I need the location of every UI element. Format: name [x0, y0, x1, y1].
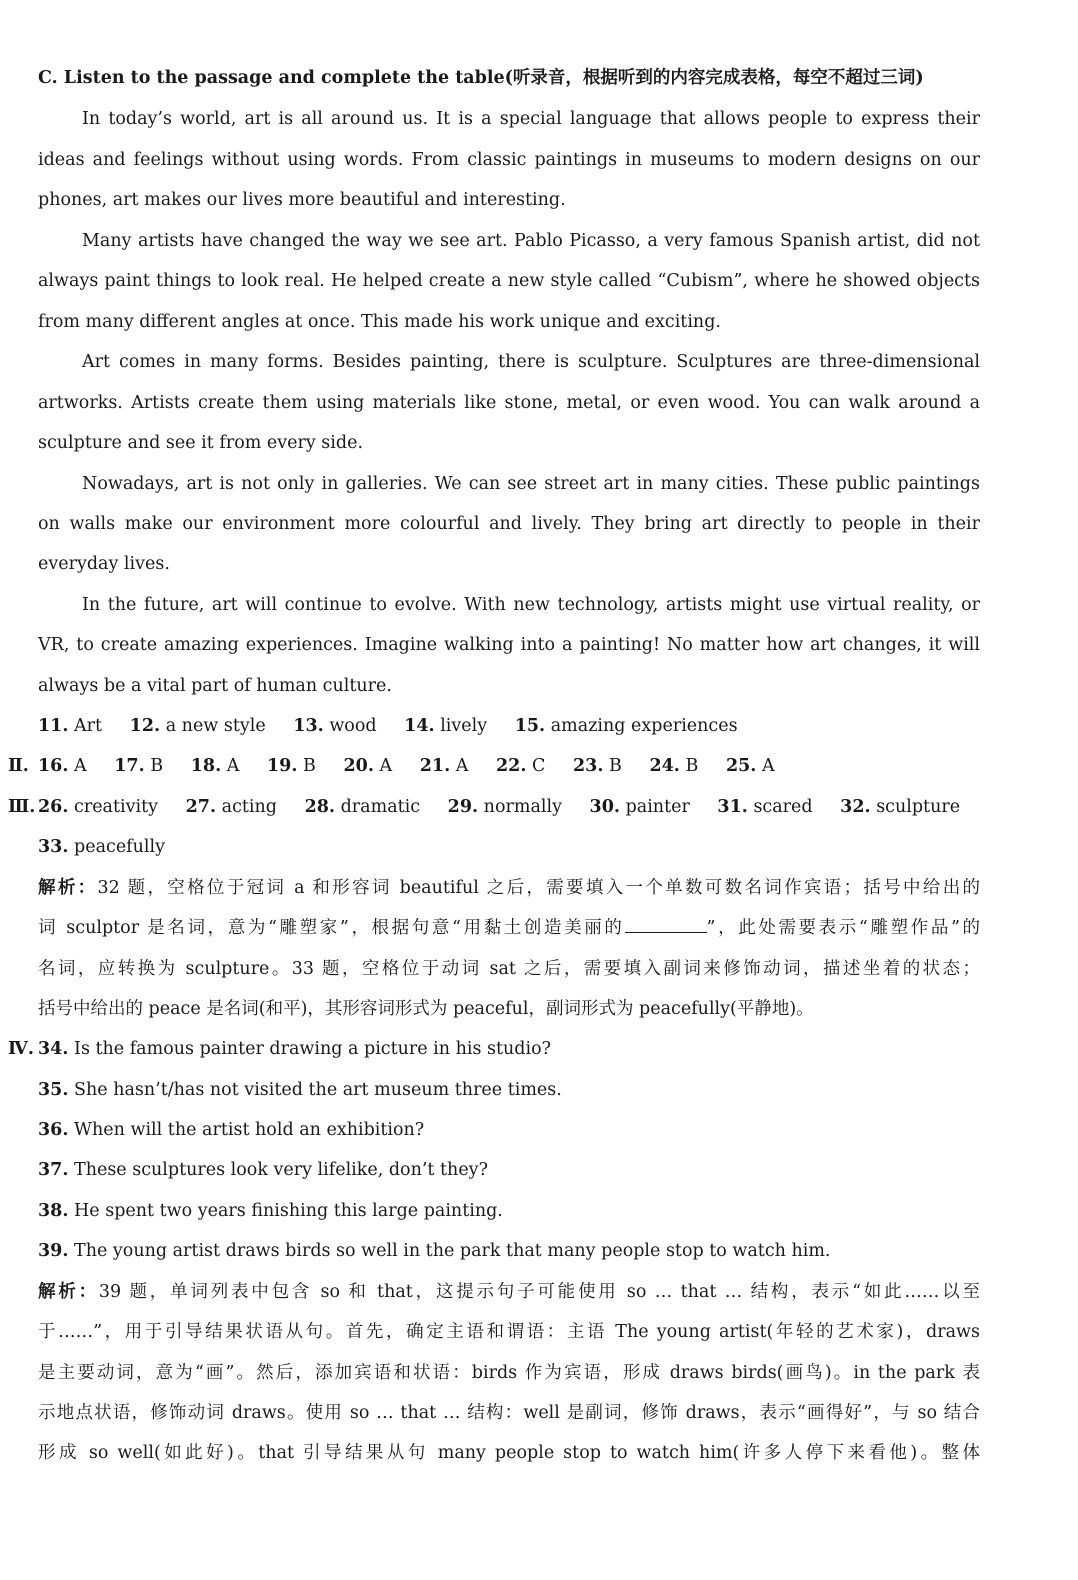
passage-line: Nowadays, art is not only in galleries. We can see street art in many cities. These public paintings	[82, 474, 980, 494]
blank-underline	[625, 916, 707, 933]
explanation-line: 解析：32 题，空格位于冠词 a 和形容词 beautiful 之后，需要填入一个单数可数名词作宾语；括号中给出的	[38, 878, 981, 898]
answer-item: 16. A	[38, 756, 87, 776]
answer-sentence: 39. The young artist draws birds so well in the park that many people stop to watch him.	[38, 1241, 831, 1261]
section-c-heading: C. Listen to the passage and complete the table(听录音，根据听到的内容完成表格，每空不超过三词)	[38, 68, 924, 88]
answer-item: 17. B	[114, 756, 164, 776]
section-3-answers	[38, 795, 980, 819]
answer-sentence: 38. He spent two years finishing this large painting.	[38, 1201, 503, 1221]
section-2-answers	[38, 754, 980, 778]
answer-sentence: 36. When will the artist hold an exhibition?	[38, 1120, 425, 1140]
explanation-line: 于……”，用于引导结果状语从句。首先，确定主语和谓语：主语 The young artist(年轻的艺术家)，draws	[38, 1322, 980, 1342]
explanation-line: 形成 so well(如此好)。that 引导结果从句 many people stop to watch him(许多人停下来看他)。整体	[38, 1443, 980, 1463]
answer-sentence: 37. These sculptures look very lifelike, don’t they?	[38, 1160, 488, 1180]
answer-item: 15. amazing experiences	[514, 716, 738, 736]
answer-item: 18. A	[190, 756, 240, 776]
passage-line: sculpture and see it from every side.	[38, 433, 364, 453]
explanation-line: 括号中给出的 peace 是名词(和平)，其形容词形式为 peaceful，副词形式为 peacefully(平静地)。	[38, 999, 814, 1019]
passage-line: In the future, art will continue to evolve. With new technology, artists might use virtual reality, or	[82, 595, 980, 615]
explanation-line: 词 sculptor 是名词，意为“雕塑家”，根据句意“用黏土创造美丽的 ”，此处需要表示“雕塑作品”的	[38, 918, 981, 938]
answer-item: 30. painter	[589, 797, 690, 817]
passage-line: always be a vital part of human culture.	[38, 676, 392, 696]
passage-line: always paint things to look real. He helped create a new style called “Cubism”, where he showed objects	[38, 271, 980, 291]
answer-item: 14. lively	[404, 716, 488, 736]
answer-sentence: 35. She hasn’t/has not visited the art museum three times.	[38, 1080, 562, 1100]
section-2-roman: Ⅱ.	[8, 756, 29, 776]
answer-item: 31. scared	[717, 797, 813, 817]
answer-item: 20. A	[343, 756, 393, 776]
answer-item: 27. acting	[185, 797, 277, 817]
passage-line: from many different angles at once. This made his work unique and exciting.	[38, 312, 721, 332]
answer-item: 24. B	[649, 756, 699, 776]
answer-item: 29. normally	[447, 797, 562, 817]
answer-item: 25. A	[725, 756, 775, 776]
answer-item: 13. wood	[293, 716, 377, 736]
passage-line: VR, to create amazing experiences. Imagine walking into a painting! No matter how art changes, it will	[38, 635, 980, 655]
passage-line: Many artists have changed the way we see art. Pablo Picasso, a very famous Spanish artist, did not	[82, 231, 980, 251]
passage-line: artworks. Artists create them using materials like stone, metal, or even wood. You can walk around a	[38, 393, 980, 413]
answer-item: 19. B	[266, 756, 316, 776]
explanation-line: 解析：39 题，单词列表中包含 so 和 that，这提示句子可能使用 so … that … 结构，表示“如此……以至	[38, 1282, 980, 1302]
section-4-roman: Ⅳ.	[8, 1039, 34, 1059]
passage-line: Art comes in many forms. Besides painting, there is sculpture. Sculptures are three-dimensional	[82, 352, 980, 372]
passage-line: on walls make our environment more colourful and lively. They bring art directly to people in their	[38, 514, 980, 534]
answer-item: 21. A	[419, 756, 469, 776]
passage-line: In today’s world, art is all around us. It is a special language that allows people to express their	[82, 109, 980, 129]
answer-item: 23. B	[572, 756, 622, 776]
answer-sentence: 34. Is the famous painter drawing a picture in his studio?	[38, 1039, 552, 1059]
answer-item: 22. C	[495, 756, 546, 776]
answers-11-15	[38, 714, 980, 738]
answer-item: 26. creativity	[38, 797, 159, 817]
explanation-line: 是主要动词，意为“画”。然后，添加宾语和状语：birds 作为宾语，形成 draws birds(画鸟)。in the park 表	[38, 1363, 980, 1383]
answer-item: 12. a new style	[129, 716, 266, 736]
passage-line: everyday lives.	[38, 554, 170, 574]
answer-item: 28. dramatic	[304, 797, 421, 817]
answer-item: 11. Art	[38, 716, 103, 736]
passage-line: ideas and feelings without using words. From classic paintings in museums to modern designs on our	[38, 150, 980, 170]
section-3-roman: Ⅲ.	[8, 797, 36, 817]
explanation-line: 名词，应转换为 sculpture。33 题，空格位于动词 sat 之后，需要填入副词来修饰动词，描述坐着的状态；	[38, 959, 980, 979]
answer-item: 32. sculpture	[840, 797, 961, 817]
explanation-line: 示地点状语，修饰动词 draws。使用 so … that … 结构：well 是副词，修饰 draws，表示“画得好”，与 so 结合	[38, 1403, 980, 1423]
answer-item-33: 33. peacefully	[38, 837, 166, 857]
passage-line: phones, art makes our lives more beautiful and interesting.	[38, 190, 566, 210]
